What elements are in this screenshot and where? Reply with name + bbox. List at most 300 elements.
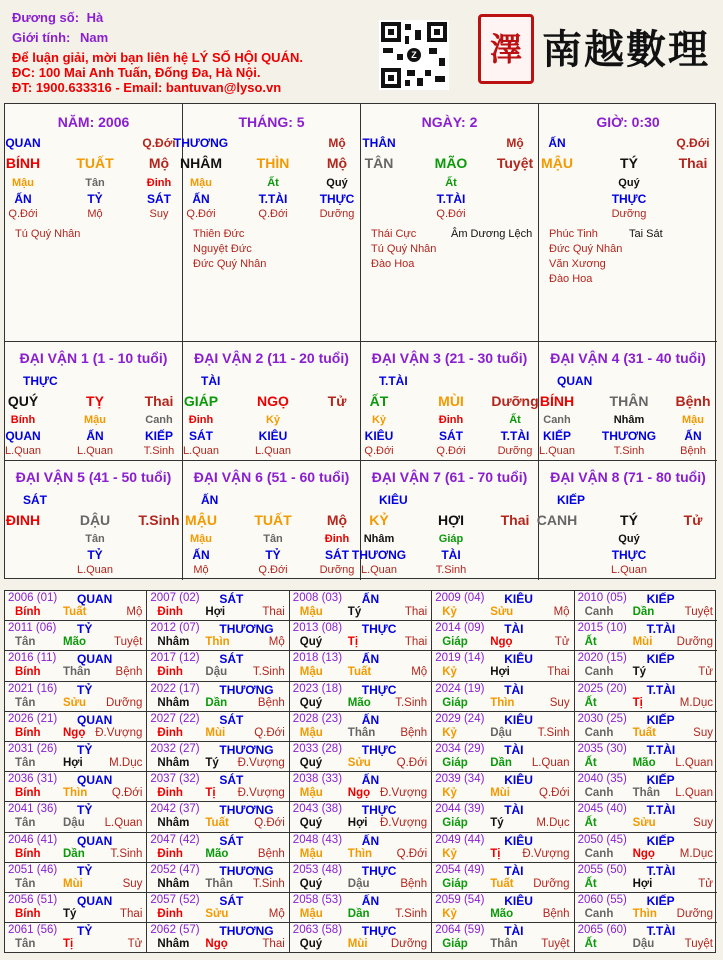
year-cell[interactable] <box>290 621 432 651</box>
year-cell[interactable] <box>290 923 432 953</box>
pillar-god-3: Q.Đới <box>676 136 710 150</box>
pillar-stem-branch-2: TUẤT <box>76 155 114 171</box>
year-stage: T.Sinh <box>252 877 285 890</box>
year-cell[interactable] <box>5 893 147 923</box>
year-stem: Ất <box>584 636 597 649</box>
year-branch: Dậu <box>63 817 85 830</box>
dai-van-god: KIÊU <box>379 493 408 507</box>
year-cell[interactable] <box>575 893 717 923</box>
year-branch: Dậu <box>347 877 370 890</box>
dai-van-god: QUAN <box>557 374 593 388</box>
year-label: 2016 (11) <box>8 652 57 665</box>
year-cell[interactable] <box>290 712 432 742</box>
year-stem: Quý <box>299 938 323 951</box>
year-cell[interactable] <box>432 742 574 772</box>
dai-van-7 <box>351 461 539 580</box>
year-stage: Tuyệt <box>684 938 713 951</box>
year-label: 2052 (47) <box>150 863 200 876</box>
dv-hidden-stem-2: Nhâm <box>613 414 645 426</box>
dv-hidden-stem-2: Tân <box>85 533 105 545</box>
dv-stage-1: L.Quan <box>4 445 42 457</box>
year-stage: T.Sinh <box>537 726 570 739</box>
pillar-hidden-stem-3: Đinh <box>146 177 172 189</box>
year-stage: L.Quan <box>675 757 713 769</box>
dv-hidden-god-1: KIẾP <box>542 429 571 443</box>
year-branch: Thân <box>490 938 518 951</box>
year-stem: Kỷ <box>442 787 457 800</box>
dv-stage-1: L.Quan <box>538 445 576 457</box>
year-stage: Bệnh <box>257 847 285 860</box>
pillar-title: NĂM: 2006 <box>57 114 130 130</box>
year-cell[interactable] <box>575 682 717 712</box>
year-stage: T.Sinh <box>395 908 428 920</box>
year-stage: Suy <box>549 696 570 709</box>
year-stem: Giáp <box>442 757 468 769</box>
year-stage: Dưỡng <box>676 636 713 649</box>
year-god: T.TÀI <box>646 622 676 637</box>
year-branch: Dần <box>347 908 370 920</box>
pillar-hidden-god-2: THỰC <box>611 192 647 206</box>
year-god: T.TÀI <box>646 682 676 697</box>
year-label: 2065 (60) <box>577 924 627 937</box>
year-cell[interactable] <box>5 863 147 893</box>
pillar-hidden-stem-2: Ất <box>267 177 279 189</box>
year-label: 2014 (09) <box>435 622 485 635</box>
year-stem: Nhâm <box>157 877 190 890</box>
dv-hidden-stem-2: Giáp <box>438 533 464 545</box>
qr-code[interactable] <box>379 20 449 90</box>
year-cell[interactable] <box>147 802 289 832</box>
pillar-god-1: THÂN <box>362 136 396 150</box>
pillar-hidden-god-2: TỶ <box>87 192 103 206</box>
dv-stem-branch-3: Thai <box>500 512 530 528</box>
year-cell[interactable] <box>432 621 574 651</box>
year-cell[interactable] <box>5 772 147 802</box>
year-stem: Kỷ <box>442 606 457 618</box>
year-branch: Mùi <box>490 787 510 800</box>
year-stage: Bệnh <box>400 726 428 739</box>
year-cell[interactable] <box>432 923 574 953</box>
year-cell[interactable] <box>290 802 432 832</box>
year-label: 2027 (22) <box>150 712 200 725</box>
year-god: TÀI <box>504 863 524 878</box>
year-god: ẤN <box>361 652 380 667</box>
pillar-stem-branch-3: Tuyệt <box>496 155 534 171</box>
dv-hidden-god-2: SÁT <box>439 429 463 443</box>
year-stage: T.Sinh <box>252 666 285 679</box>
year-stem: Canh <box>584 726 614 739</box>
year-branch: Thân <box>63 666 91 679</box>
year-branch: Hợi <box>63 757 83 769</box>
year-branch: Tị <box>63 938 74 951</box>
year-stem: Đinh <box>157 908 183 920</box>
year-label: 2054 (49) <box>435 863 485 876</box>
year-cell[interactable] <box>5 591 147 621</box>
year-label: 2009 (04) <box>435 592 485 604</box>
year-stage: Suy <box>693 817 713 830</box>
year-stem: Ất <box>584 938 597 951</box>
year-stage: Q.Đới <box>539 787 570 800</box>
year-branch: Tý <box>205 757 219 769</box>
year-cell[interactable] <box>432 893 574 923</box>
year-label: 2017 (12) <box>150 652 200 665</box>
year-branch: Hợi <box>205 606 226 618</box>
year-stage: Tuyệt <box>114 636 143 649</box>
year-cell[interactable] <box>575 651 717 681</box>
year-cell[interactable] <box>5 651 147 681</box>
year-god: KIÊU <box>504 712 533 727</box>
brand-logo: 南越數理 <box>542 26 710 73</box>
year-cell[interactable] <box>290 772 432 802</box>
qr-center-logo: Z <box>407 48 421 62</box>
year-cell[interactable] <box>147 923 289 953</box>
year-stem: Tân <box>15 757 36 769</box>
year-stem: Giáp <box>442 817 468 830</box>
year-cell[interactable] <box>5 682 147 712</box>
year-stage: Đ.Vượng <box>95 726 143 739</box>
year-cell[interactable] <box>575 923 717 953</box>
pillar-hidden-stem-3: Quý <box>326 177 348 189</box>
year-god: ẤN <box>361 592 380 606</box>
year-branch: Dậu <box>490 726 512 739</box>
pillar-god-1: QUAN <box>5 136 41 150</box>
dv-hidden-stem-1: Đinh <box>188 414 214 426</box>
year-stem: Ất <box>584 696 597 709</box>
year-label: 2020 (15) <box>577 652 627 665</box>
year-stem: Bính <box>15 787 41 800</box>
year-branch: Tý <box>347 606 362 618</box>
year-stem: Giáp <box>442 636 468 649</box>
year-stage: Tử <box>698 666 713 679</box>
dv-hidden-stem-3: Ất <box>509 414 521 426</box>
address-line: ĐC: 100 Mai Anh Tuấn, Đống Đa, Hà Nội. <box>12 65 261 80</box>
year-cell[interactable] <box>432 682 574 712</box>
dv-hidden-god-2: THỰC <box>611 548 647 562</box>
dai-van-god: TÀI <box>201 374 221 388</box>
dv-stage-2: Q.Đới <box>436 445 466 457</box>
dv-hidden-stem-3: Canh <box>145 414 173 426</box>
dv-hidden-god-2: KIÊU <box>258 429 288 443</box>
year-cell[interactable] <box>147 651 289 681</box>
year-stage: Dưỡng <box>106 696 143 709</box>
year-branch: Mùi <box>632 636 653 649</box>
year-cell[interactable] <box>575 712 717 742</box>
year-stem: Ất <box>584 817 597 830</box>
dv-hidden-stem-1: Kỷ <box>371 414 387 426</box>
year-cell[interactable] <box>5 621 147 651</box>
pillar-hidden-god-2: T.TÀI <box>436 192 466 206</box>
dv-hidden-god-2: THƯƠNG <box>601 429 657 443</box>
year-label: 2022 (17) <box>150 682 200 695</box>
year-god: KIẾP <box>646 592 675 606</box>
year-god: T.TÀI <box>646 863 676 878</box>
pillar-god-3: Mộ <box>506 136 524 150</box>
year-stem: Nhâm <box>157 757 190 769</box>
year-cell[interactable] <box>575 591 717 621</box>
dv-stem-branch-1: ĐINH <box>5 512 41 528</box>
year-label: 2035 (30) <box>577 743 627 755</box>
dv-stem-branch-1: QUÝ <box>7 393 39 409</box>
year-cell[interactable] <box>147 863 289 893</box>
pillar-title: THÁNG: 5 <box>238 114 305 130</box>
dai-van-title: ĐẠI VẬN 4 (31 - 40 tuổi) <box>550 350 706 366</box>
year-stage: M.Dục <box>679 847 713 860</box>
year-label: 2041 (36) <box>8 803 58 816</box>
year-god: TỶ <box>77 682 93 697</box>
year-cell[interactable] <box>575 863 717 893</box>
pillar-hidden-god-1: ẤN <box>14 192 32 206</box>
year-stage: Bệnh <box>400 877 428 890</box>
year-stage: Thai <box>547 666 570 679</box>
dv-hidden-god-1: QUAN <box>5 429 41 443</box>
year-stem: Nhâm <box>157 636 190 649</box>
year-god: KIẾP <box>646 894 675 908</box>
year-cell[interactable] <box>290 742 432 772</box>
dai-van-title: ĐẠI VẬN 5 (41 - 50 tuổi) <box>15 469 172 485</box>
year-cell[interactable] <box>290 682 432 712</box>
year-stage: Bệnh <box>115 666 143 679</box>
dai-van-title: ĐẠI VẬN 8 (71 - 80 tuổi) <box>550 469 706 485</box>
year-cell[interactable] <box>147 682 289 712</box>
year-stage: Dưỡng <box>676 908 713 920</box>
dv-stem-branch-1: KỶ <box>369 512 389 528</box>
dv-stage-1: L.Quan <box>360 564 398 576</box>
dv-stem-branch-3: Dưỡng <box>491 393 539 409</box>
year-god: ẤN <box>361 894 380 908</box>
dv-hidden-stem-2: Tân <box>263 533 283 545</box>
dv-hidden-god-2: TỶ <box>87 548 103 562</box>
year-cell[interactable] <box>147 712 289 742</box>
year-stem: Tân <box>15 817 36 830</box>
dv-stage-3: Dưỡng <box>319 564 355 576</box>
year-label: 2025 (20) <box>577 682 627 695</box>
year-stem: Nhâm <box>157 817 190 830</box>
year-label: 2007 (02) <box>150 592 200 604</box>
owner-line <box>12 9 103 26</box>
dv-stem-branch-3: Tử <box>327 393 347 409</box>
dv-hidden-stem-2: Kỷ <box>265 414 281 426</box>
dai-van-god: KIẾP <box>557 493 586 507</box>
year-label: 2046 (41) <box>8 833 58 846</box>
year-stage: Đ.Vượng <box>237 787 285 800</box>
year-god: QUAN <box>77 773 113 788</box>
year-cell[interactable] <box>5 712 147 742</box>
year-label: 2044 (39) <box>435 803 485 816</box>
year-cell[interactable] <box>5 742 147 772</box>
pillar-god-3: Mộ <box>328 136 346 150</box>
year-cell[interactable] <box>575 772 717 802</box>
year-cell[interactable] <box>432 712 574 742</box>
year-stem: Quý <box>299 757 323 769</box>
dai-van-2 <box>183 342 361 461</box>
owner-value: Hà <box>86 10 104 25</box>
year-god: ẤN <box>361 833 380 848</box>
year-cell[interactable] <box>147 833 289 863</box>
header <box>0 0 720 100</box>
gender-value: Nam <box>79 30 109 45</box>
year-stem: Quý <box>299 877 323 890</box>
year-label: 2013 (08) <box>292 622 343 635</box>
pillar-stem-branch-1: NHÂM <box>180 155 222 171</box>
year-branch: Thìn <box>205 636 230 649</box>
year-stem: Đinh <box>157 847 183 860</box>
year-cell[interactable] <box>5 923 147 953</box>
year-branch: Ngọ <box>632 847 655 860</box>
year-stage: M.Dục <box>536 817 570 830</box>
year-cell[interactable] <box>147 591 289 621</box>
year-cell[interactable] <box>575 833 717 863</box>
year-god: KIÊU <box>504 652 533 667</box>
year-cell[interactable] <box>432 651 574 681</box>
dv-stem-branch-1: ẤT <box>369 393 389 409</box>
year-god: TÀI <box>504 803 524 818</box>
year-label: 2043 (38) <box>292 803 343 816</box>
year-cell[interactable] <box>147 893 289 923</box>
dv-stage-3: Bệnh <box>680 445 706 457</box>
year-branch: Tị <box>205 787 216 800</box>
year-branch: Ngọ <box>347 787 371 800</box>
pillar-god-1: ẤN <box>548 136 566 150</box>
star-name: Tú Quý Nhân <box>371 243 437 255</box>
year-label: 2055 (50) <box>577 863 627 876</box>
pillar-hidden-god-1: ẤN <box>192 192 210 206</box>
year-cell[interactable] <box>575 621 717 651</box>
year-branch: Dậu <box>205 666 228 679</box>
year-god: QUAN <box>77 592 113 606</box>
pillar-stem-branch-2: THÌN <box>256 155 290 171</box>
year-branch: Mão <box>63 636 86 649</box>
year-cell[interactable] <box>290 833 432 863</box>
year-cell[interactable] <box>147 621 289 651</box>
year-cell[interactable] <box>290 591 432 621</box>
year-god: KIÊU <box>504 833 533 848</box>
year-branch: Tuất <box>632 726 657 739</box>
year-label: 2026 (21) <box>8 712 58 725</box>
dai-van-god: T.TÀI <box>379 374 408 388</box>
dv-stage-2: L.Quan <box>76 564 114 576</box>
year-cell[interactable] <box>575 802 717 832</box>
year-stage: Q.Đới <box>396 757 428 769</box>
year-stem: Đinh <box>157 726 183 739</box>
year-stem: Đinh <box>157 666 183 679</box>
year-stem: Canh <box>584 847 614 860</box>
year-cell[interactable] <box>147 742 289 772</box>
year-stem: Quý <box>299 696 323 709</box>
year-branch: Tị <box>347 636 359 649</box>
pillar-title: GIỜ: 0:30 <box>596 114 660 130</box>
gender-line <box>12 29 108 46</box>
dv-stem-branch-1: BÍNH <box>539 393 575 409</box>
year-cell[interactable] <box>5 833 147 863</box>
year-stage: Đ.Vượng <box>379 817 428 830</box>
year-stem: Giáp <box>442 938 468 951</box>
phone-email-line[interactable]: ĐT: 1900.633316 - Email: bantuvan@lyso.vn <box>12 80 282 95</box>
dv-stage-1: L.Quan <box>182 445 220 457</box>
year-stem: Bính <box>15 726 41 739</box>
year-stage: Q.Đới <box>111 787 143 800</box>
year-stage: Tử <box>698 877 713 890</box>
year-god: SÁT <box>219 894 244 908</box>
star-name: Nguyệt Đức <box>193 243 252 255</box>
dv-hidden-god-3: T.TÀI <box>500 429 530 443</box>
year-god: KIÊU <box>504 894 533 908</box>
year-cell[interactable] <box>290 863 432 893</box>
year-god: THƯƠNG <box>219 863 274 878</box>
year-god: QUAN <box>77 652 113 667</box>
year-label: 2032 (27) <box>150 743 200 755</box>
year-god: THỰC <box>361 743 397 757</box>
year-cell[interactable] <box>432 833 574 863</box>
year-god: TÀI <box>504 682 524 697</box>
year-stem: Ất <box>584 757 597 769</box>
year-cell[interactable] <box>147 772 289 802</box>
year-stage: M.Dục <box>679 696 713 709</box>
year-cell[interactable] <box>432 772 574 802</box>
year-branch: Thìn <box>63 787 88 800</box>
pillar-stage-2: Dưỡng <box>611 208 647 220</box>
year-label: 2064 (59) <box>435 924 485 937</box>
year-branch: Hợi <box>347 817 368 830</box>
year-label: 2028 (23) <box>292 712 343 725</box>
year-stage: Mộ <box>126 606 143 618</box>
year-cell[interactable] <box>290 651 432 681</box>
year-god: QUAN <box>77 833 113 848</box>
year-cell[interactable] <box>432 802 574 832</box>
dv-stage-2: L.Quan <box>610 564 648 576</box>
year-label: 2029 (24) <box>435 712 485 725</box>
year-stem: Tân <box>15 877 36 890</box>
year-stage: Thai <box>404 636 428 649</box>
year-branch: Tuất <box>490 877 514 890</box>
year-label: 2038 (33) <box>292 773 343 786</box>
year-cell[interactable] <box>432 863 574 893</box>
year-branch: Mão <box>632 757 656 769</box>
year-branch: Hợi <box>632 877 653 890</box>
year-stem: Kỷ <box>442 847 457 860</box>
year-god: THƯƠNG <box>219 622 274 637</box>
dai-van-god: ẤN <box>201 493 219 507</box>
year-branch: Tị <box>632 696 643 709</box>
year-stage: Tử <box>127 938 143 951</box>
star-name: Thái Cực <box>371 228 417 240</box>
dv-hidden-stem-1: Mậu <box>190 533 212 545</box>
year-god: SÁT <box>219 773 244 788</box>
year-god: TÀI <box>504 622 524 637</box>
pillar-hidden-stem-1: Mậu <box>12 177 34 189</box>
year-branch: Dần <box>632 606 655 618</box>
dai-van-5 <box>5 461 183 580</box>
pillar-stage-2: Q.Đới <box>436 208 466 220</box>
dai-van-4 <box>539 342 717 461</box>
year-cell[interactable] <box>575 742 717 772</box>
year-cell[interactable] <box>5 802 147 832</box>
dv-hidden-god-2: ẤN <box>86 429 104 443</box>
dv-stem-branch-2: TÝ <box>620 512 638 528</box>
year-god: T.TÀI <box>646 743 676 757</box>
pillar-god-1: THƯƠNG <box>173 136 229 150</box>
year-god: SÁT <box>219 833 244 848</box>
star-name: Thiên Đức <box>193 228 245 240</box>
year-cell[interactable] <box>432 591 574 621</box>
pillar-stage-2: Mộ <box>87 208 103 220</box>
year-stem: Mậu <box>299 787 323 800</box>
year-stem: Canh <box>584 606 614 618</box>
year-cell[interactable] <box>290 893 432 923</box>
year-stem: Quý <box>299 817 323 830</box>
year-god: TỶ <box>77 863 93 878</box>
year-god: KIẾP <box>646 833 675 848</box>
year-label: 2049 (44) <box>435 833 485 846</box>
